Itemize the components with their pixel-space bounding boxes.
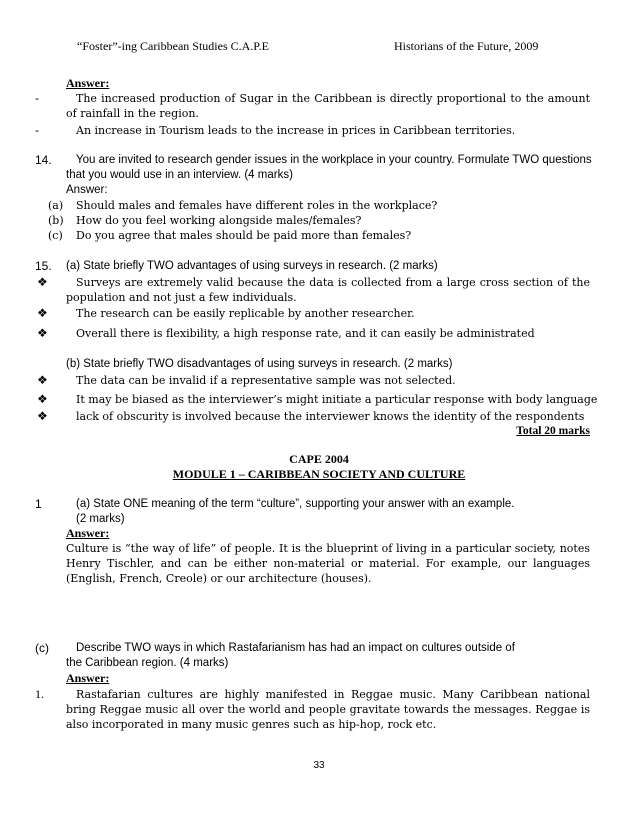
q14-item-marker-b: (b) xyxy=(48,214,64,227)
q14-number: 14. xyxy=(35,153,52,167)
q13-bullet-marker-1: - xyxy=(35,91,39,105)
q1-part-a-line2: (2 marks) xyxy=(76,513,125,525)
q1-answer-label: Answer: xyxy=(66,526,110,540)
q14-item-marker-a: (a) xyxy=(48,199,64,212)
qc-item-text: Rastafarian cultures are highly manifested in Reggae music. Many Caribbean national bring Reggae music all over the world and people gravitate towards the messages. Reggae is also incorporated in many music genres such as hip-hop, rock etc. xyxy=(66,688,590,731)
q15-part-a: (a) State briefly TWO advantages of using surveys in research. (2 marks) xyxy=(66,260,438,272)
header-right: Historians of the Future, 2009 xyxy=(394,39,539,53)
diamond-bullet-icon: ❖ xyxy=(37,326,48,340)
q13-bullet-marker-2: - xyxy=(35,123,39,137)
q14-item-text-c: Do you agree that males should be paid more than females? xyxy=(76,229,412,242)
q13-bullet-text-2: An increase in Tourism leads to the increase in prices in Caribbean territories. xyxy=(76,124,516,137)
q15-advantage-2: The research can be easily replicable by another researcher. xyxy=(76,307,415,320)
total-marks: Total 20 marks xyxy=(516,425,590,437)
qc-answer-label: Answer: xyxy=(66,671,110,685)
qc-line1: Describe TWO ways in which Rastafarianism has had an impact on cultures outside of xyxy=(76,642,515,654)
cape-title: CAPE 2004 xyxy=(289,452,349,466)
q1-answer-text: Culture is “the way of life” of people. It is the blueprint of living in a particular society, notes Henry Tischler, and can be either non-material or material. For example, our languages (English, French, Creole) or our architecture (houses). xyxy=(66,542,590,585)
q1-number: 1 xyxy=(35,497,42,511)
q14-item-marker-c: (c) xyxy=(48,229,63,242)
diamond-bullet-icon: ❖ xyxy=(37,392,48,406)
q14-item-text-b: How do you feel working alongside males/females? xyxy=(76,214,362,227)
qc-line2: the Caribbean region. (4 marks) xyxy=(66,657,229,669)
q15-part-b: (b) State briefly TWO disadvantages of using surveys in research. (2 marks) xyxy=(66,358,453,370)
q15-advantage-1: Surveys are extremely valid because the data is collected from a large cross section of the population and not just a few individuals. xyxy=(66,276,590,304)
diamond-bullet-icon: ❖ xyxy=(37,275,48,289)
q13-bullet-text-1: The increased production of Sugar in the Caribbean is directly proportional to the amount of rainfall in the region. xyxy=(66,92,590,120)
header-left: “Foster”-ing Caribbean Studies C.A.P.E xyxy=(77,39,269,53)
q15-number: 15. xyxy=(35,259,52,273)
q15-disadvantage-3: lack of obscurity is involved because the interviewer knows the identity of the respondents xyxy=(76,410,585,423)
diamond-bullet-icon: ❖ xyxy=(37,306,48,320)
qc-marker: (c) xyxy=(35,641,49,655)
q15-disadvantage-1: The data can be invalid if a representative sample was not selected. xyxy=(76,374,456,387)
q1-part-a-line1: (a) State ONE meaning of the term “culture”, supporting your answer with an example. xyxy=(76,498,515,510)
q14-answer-label: Answer: xyxy=(66,184,108,196)
module-heading: MODULE 1 – CARIBBEAN SOCIETY AND CULTURE xyxy=(172,467,466,481)
q14-question-line2: that you would use in an interview. (4 marks) xyxy=(66,169,293,181)
q14-question-line1: You are invited to research gender issues in the workplace in your country. Formulate TWO questions xyxy=(76,154,592,166)
diamond-bullet-icon: ❖ xyxy=(37,409,48,423)
q13-answer-label: Answer: xyxy=(66,76,110,90)
q15-disadvantage-2: It may be biased as the interviewer’s might initiate a particular response with body language xyxy=(76,393,598,406)
diamond-bullet-icon: ❖ xyxy=(37,373,48,387)
q14-item-text-a: Should males and females have different roles in the workplace? xyxy=(76,199,438,212)
q15-advantage-3: Overall there is flexibility, a high response rate, and it can easily be administrated xyxy=(76,327,535,340)
page-number: 33 xyxy=(313,760,325,771)
qc-item-marker: 1. xyxy=(35,687,44,701)
